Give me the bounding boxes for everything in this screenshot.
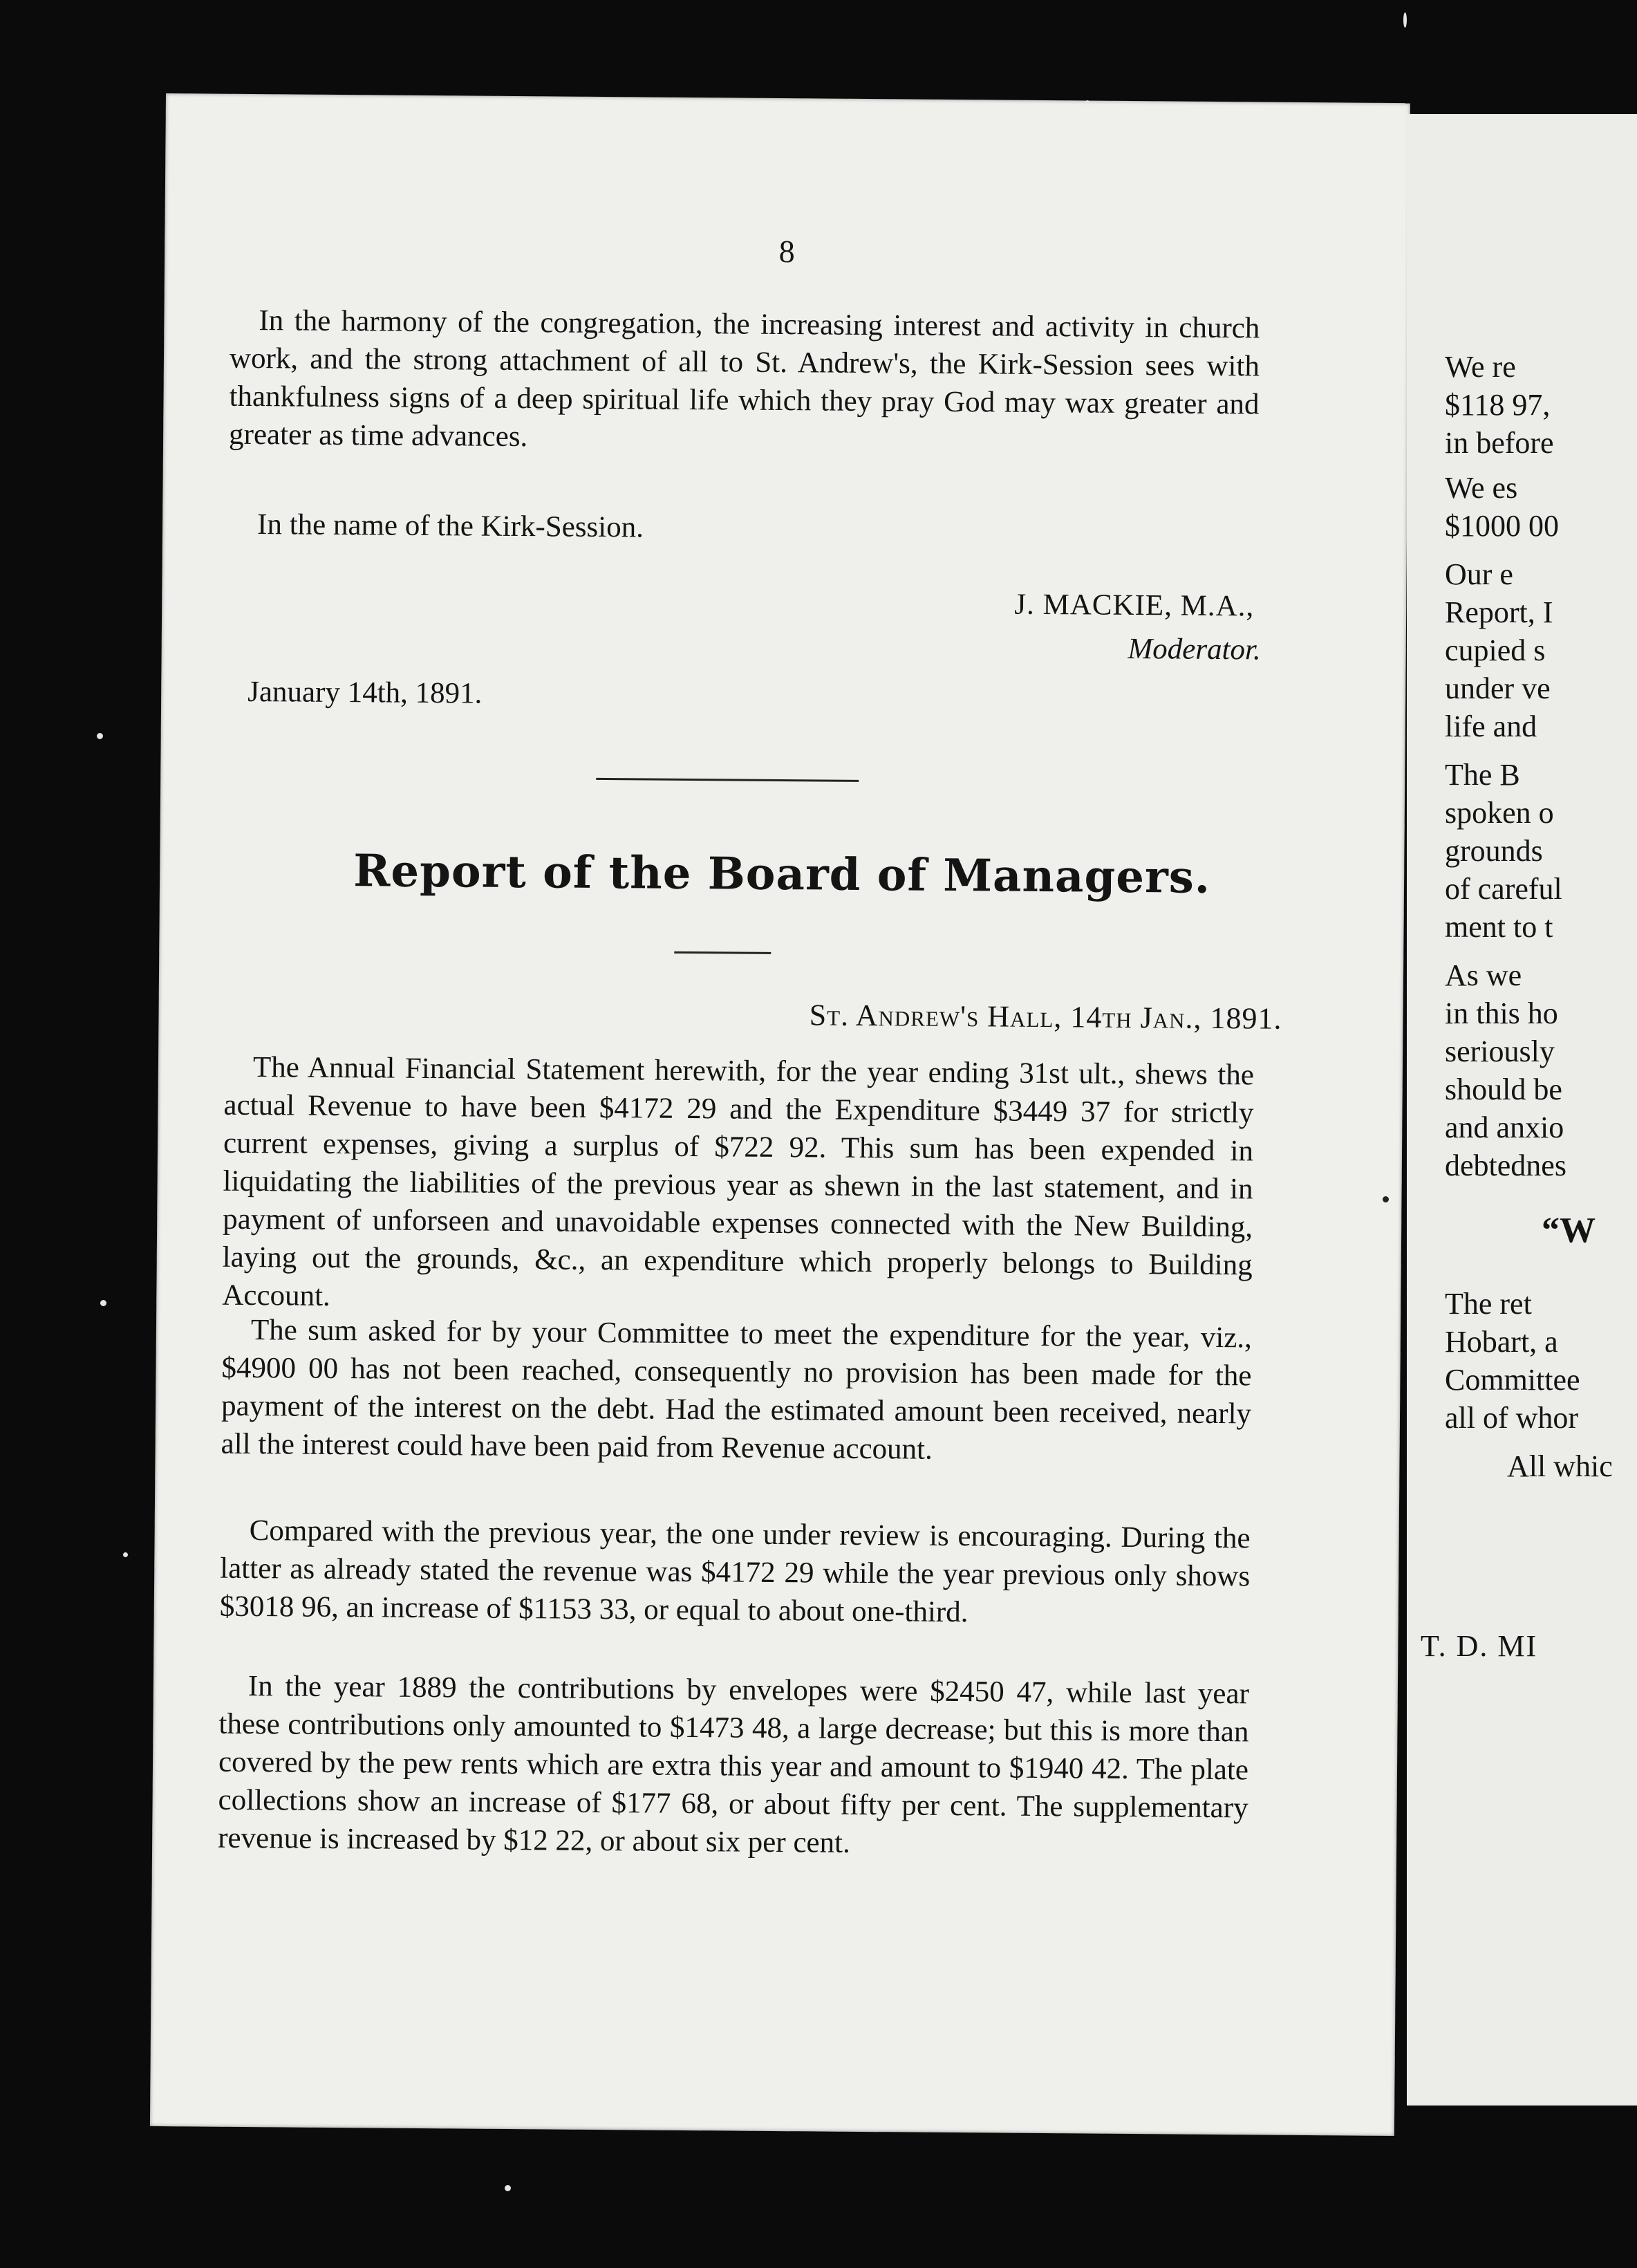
film-speck	[123, 1552, 128, 1557]
film-speck	[505, 2185, 511, 2191]
right-page-fragment	[1407, 114, 1637, 2106]
right-page-line: $1000 00	[1445, 509, 1559, 543]
right-page-line: As we	[1445, 958, 1522, 992]
contributions-paragraph: In the year 1889 the contributions by envelopes were $2450 47, while last year these contributions only amounted to $1473 48, a large decrease; but this is more than covered by the pew rents which are extra this year and amount to $1940 42. The plate collections show an increase of $177 68, or about fifty per cent. The supplementary revenue is increased by $12 22, or about six per cent.	[218, 1670, 1250, 1859]
right-page-line: Our e	[1445, 557, 1513, 591]
right-page-line: The ret	[1445, 1287, 1532, 1321]
right-page-line: all of whor	[1445, 1401, 1579, 1435]
right-page-line: cupied s	[1445, 633, 1546, 667]
financial-statement-paragraph: The Annual Financial Statement herewith, for the year ending 31st ult., shews the actual Revenue to have been $4172 29 and the Expenditure $3449 37 for strictly current expenses, giving a surplus of $722 92. This sum has been expended in liquidating the liabilities of the previous year as shewn in the last statement, and in payment of unforseen and unavoidable expenses connected with the New Building, laying out the grounds, &c., an expenditure which properly belongs to Building Account.	[222, 1051, 1255, 1312]
right-page-heading-fragment: “W	[1542, 1211, 1596, 1250]
right-page-line: We es	[1445, 471, 1518, 505]
film-speck	[97, 733, 103, 739]
right-page-line: life and	[1445, 709, 1537, 743]
film-speck	[1383, 1196, 1389, 1202]
right-page-line: Report, I	[1445, 595, 1553, 629]
right-page-line: $118 97,	[1445, 388, 1551, 422]
signature-title: Moderator.	[1128, 632, 1261, 667]
session-date: January 14th, 1891.	[247, 675, 483, 710]
report-heading: Report of the Board of Managers.	[353, 845, 1211, 904]
right-page-line: seriously	[1445, 1034, 1555, 1068]
right-page-line: All whic	[1507, 1449, 1613, 1483]
right-page-line: debtednes	[1445, 1149, 1566, 1182]
kirk-session-closing-paragraph: In the harmony of the congregation, the increasing interest and activity in church work, and the strong attachment of all to St. Andrew's, the Kirk-Session sees with thankfulness signs of a deep spiritual life which they pray God may wax greater and greater as time advances.	[228, 304, 1260, 454]
right-page-line: under ve	[1445, 671, 1551, 705]
signature-name: J. MACKIE, M.A.,	[1014, 588, 1255, 623]
comparison-paragraph: Compared with the previous year, the one under review is encouraging. During the latter as already stated the revenue was $4172 29 while the year previous only shows $3018 96, an increase of $1153 33, or equal to about one-third.	[219, 1514, 1251, 1629]
session-line: In the name of the Kirk-Session.	[256, 508, 644, 544]
right-page-line: of careful	[1445, 872, 1562, 906]
right-page-line: in this ho	[1445, 996, 1558, 1030]
right-page-line: and anxio	[1445, 1110, 1564, 1144]
right-page-line: spoken o	[1445, 796, 1554, 830]
heading-underline	[674, 951, 771, 954]
right-page-line: Committee	[1445, 1363, 1580, 1397]
film-speck	[1085, 100, 1089, 104]
committee-estimate-paragraph: The sum asked for by your Committee to meet the expenditure for the year, viz., $4900 00 has not been reached, consequently no provision has been made for the payment of the interest on the debt. Had the estimated amount been received, nearly all the interest could have been paid from Revenue account.	[221, 1314, 1253, 1466]
right-page-line: grounds	[1445, 834, 1543, 868]
right-page-line: ment to t	[1445, 910, 1553, 944]
film-speck	[100, 1300, 106, 1306]
page-number: 8	[778, 233, 795, 270]
right-page-line: We re	[1445, 350, 1516, 384]
right-page-line: in before	[1445, 426, 1554, 460]
right-page-line: The B	[1445, 758, 1520, 792]
report-dateline: St. Andrew's Hall, 14th Jan., 1891.	[809, 998, 1282, 1036]
right-page-line: Hobart, a	[1445, 1325, 1558, 1359]
film-speck	[1403, 12, 1407, 28]
section-divider	[596, 778, 859, 782]
right-page-line: should be	[1445, 1072, 1562, 1106]
right-page-signature: T. D. MI	[1421, 1629, 1538, 1663]
left-page	[150, 93, 1410, 2136]
